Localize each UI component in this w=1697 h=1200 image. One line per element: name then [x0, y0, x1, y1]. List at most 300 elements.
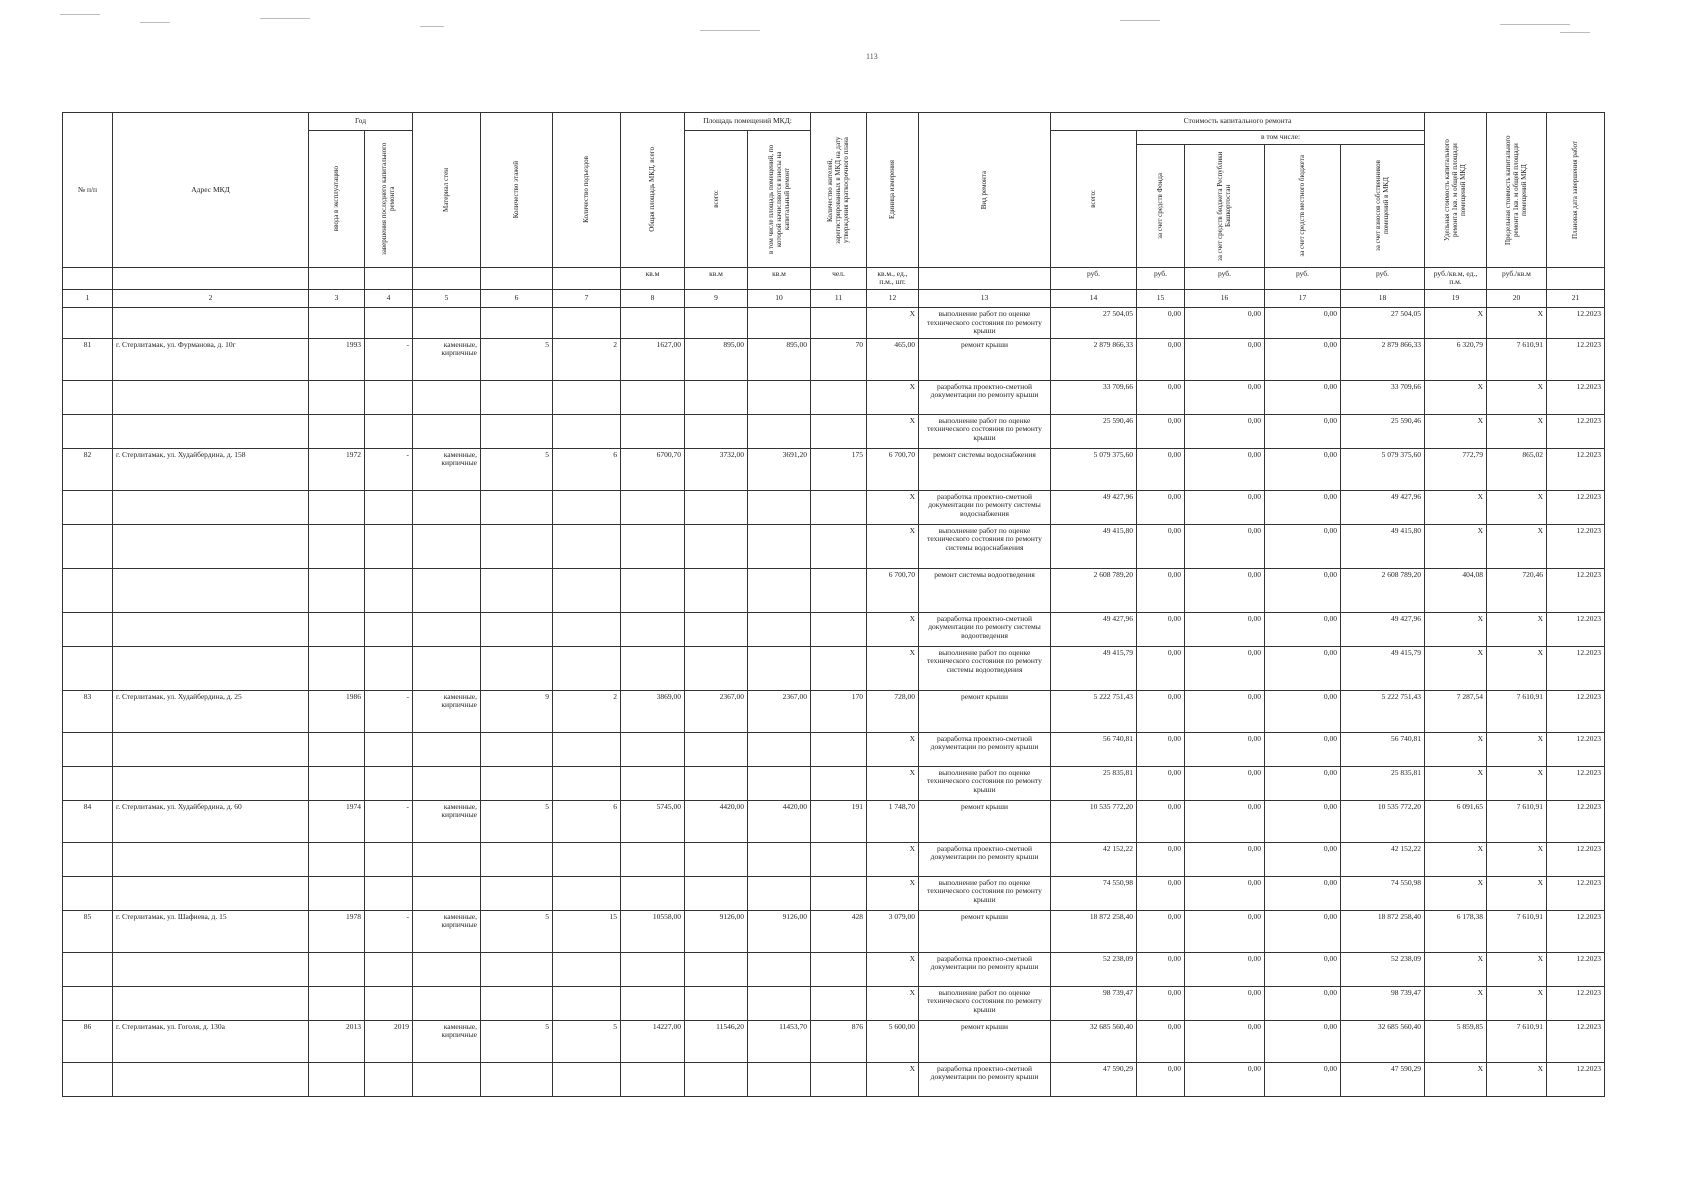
entrances-cell: 5 — [553, 1020, 621, 1062]
units-row — [63, 267, 1605, 289]
unit-cell: 465,00 — [867, 338, 919, 380]
fund-cell: 0,00 — [1137, 448, 1185, 490]
fund-cell: 0,00 — [1137, 1062, 1185, 1096]
work-type-cell: разработка проектно-сметной документации по ремонту крыши — [919, 842, 1051, 876]
premises-fund-cell — [748, 414, 811, 448]
entrances-cell — [553, 414, 621, 448]
unit-cost-cell: 6 320,79 — [1425, 338, 1487, 380]
header-year-last-repair: завершения последнего капитального ремонта — [365, 131, 413, 268]
local-cell: 0,00 — [1265, 524, 1341, 568]
material-cell: каменные, кирпичные — [413, 338, 481, 380]
owners-cell: 27 504,05 — [1341, 307, 1425, 338]
cost-total-cell: 98 739,47 — [1051, 986, 1137, 1020]
year-repair-cell: - — [365, 800, 413, 842]
premises-fund-cell — [748, 490, 811, 524]
local-cell: 0,00 — [1265, 766, 1341, 800]
fund-cell: 0,00 — [1137, 690, 1185, 732]
republic-cell: 0,00 — [1185, 842, 1265, 876]
owners-cell: 2 608 789,20 — [1341, 568, 1425, 612]
table-row — [63, 646, 1605, 690]
premises-area-cell — [685, 646, 748, 690]
unit-cell: X — [867, 612, 919, 646]
unit-cell: X — [867, 524, 919, 568]
owners-cell: 98 739,47 — [1341, 986, 1425, 1020]
residents-cell — [811, 952, 867, 986]
premises-fund-cell: 4420,00 — [748, 800, 811, 842]
address-cell — [113, 1062, 309, 1096]
table-row — [63, 800, 1605, 842]
limit-cost-cell: X — [1487, 766, 1547, 800]
year-commission-cell — [309, 766, 365, 800]
fund-cell: 0,00 — [1137, 800, 1185, 842]
unit-cell: кв.м — [621, 267, 685, 289]
entrances-cell — [553, 307, 621, 338]
residents-cell — [811, 490, 867, 524]
limit-cost-cell: 7 610,91 — [1487, 910, 1547, 952]
unit-cell: 1 748,70 — [867, 800, 919, 842]
republic-cell: 0,00 — [1185, 414, 1265, 448]
republic-cell: 0,00 — [1185, 1020, 1265, 1062]
premises-fund-cell — [748, 766, 811, 800]
fund-cell: 0,00 — [1137, 910, 1185, 952]
unit-cell: кв.м — [748, 267, 811, 289]
row-number — [63, 952, 113, 986]
unit-cost-cell: 5 859,85 — [1425, 1020, 1487, 1062]
table-row — [63, 1062, 1605, 1096]
limit-cost-cell: X — [1487, 842, 1547, 876]
unit-cell: X — [867, 646, 919, 690]
row-number — [63, 307, 113, 338]
total-area-cell — [621, 952, 685, 986]
local-cell: 0,00 — [1265, 338, 1341, 380]
premises-fund-cell: 2367,00 — [748, 690, 811, 732]
limit-cost-cell: 7 610,91 — [1487, 1020, 1547, 1062]
local-cell: 0,00 — [1265, 732, 1341, 766]
material-cell — [413, 876, 481, 910]
year-repair-cell — [365, 568, 413, 612]
unit-cost-cell: X — [1425, 490, 1487, 524]
unit-cell: чел. — [811, 267, 867, 289]
table-row — [63, 1020, 1605, 1062]
column-index-cell: 1 — [63, 289, 113, 307]
work-type-cell: выполнение работ по оценке технического состояния по ремонту крыши — [919, 766, 1051, 800]
header-plan-date: Плановая дата завершения работ — [1547, 113, 1605, 268]
address-cell — [113, 307, 309, 338]
column-index-cell: 12 — [867, 289, 919, 307]
premises-fund-cell — [748, 842, 811, 876]
unit-cell: руб. — [1341, 267, 1425, 289]
year-commission-cell — [309, 307, 365, 338]
unit-cell: руб. — [1265, 267, 1341, 289]
fund-cell: 0,00 — [1137, 568, 1185, 612]
limit-cost-cell: X — [1487, 490, 1547, 524]
cost-total-cell: 52 238,09 — [1051, 952, 1137, 986]
premises-area-cell — [685, 952, 748, 986]
total-area-cell: 10558,00 — [621, 910, 685, 952]
residents-cell — [811, 414, 867, 448]
local-cell: 0,00 — [1265, 380, 1341, 414]
fund-cell: 0,00 — [1137, 842, 1185, 876]
fund-cell: 0,00 — [1137, 414, 1185, 448]
total-area-cell — [621, 490, 685, 524]
total-area-cell — [621, 766, 685, 800]
limit-cost-cell: X — [1487, 732, 1547, 766]
header-total-area: Общая площадь МКД, всего — [621, 113, 685, 268]
premises-area-cell — [685, 876, 748, 910]
unit-cell: 728,00 — [867, 690, 919, 732]
year-commission-cell — [309, 568, 365, 612]
plan-date-cell: 12.2023 — [1547, 338, 1605, 380]
header-owners: за счет взносов собственников помещений в МКД — [1341, 144, 1425, 267]
work-type-cell: ремонт системы водоснабжения — [919, 448, 1051, 490]
premises-fund-cell — [748, 612, 811, 646]
limit-cost-cell: X — [1487, 524, 1547, 568]
unit-cell: кв.м., ед., п.м., шт. — [867, 267, 919, 289]
unit-cost-cell: X — [1425, 766, 1487, 800]
column-index-cell: 16 — [1185, 289, 1265, 307]
year-repair-cell: - — [365, 910, 413, 952]
year-repair-cell — [365, 766, 413, 800]
republic-cell: 0,00 — [1185, 732, 1265, 766]
work-type-cell: ремонт крыши — [919, 1020, 1051, 1062]
table-row — [63, 766, 1605, 800]
residents-cell: 191 — [811, 800, 867, 842]
limit-cost-cell: X — [1487, 1062, 1547, 1096]
unit-cost-cell: X — [1425, 612, 1487, 646]
floors-cell — [481, 646, 553, 690]
material-cell — [413, 732, 481, 766]
year-repair-cell: 2019 — [365, 1020, 413, 1062]
year-repair-cell — [365, 380, 413, 414]
owners-cell: 2 879 866,33 — [1341, 338, 1425, 380]
limit-cost-cell: X — [1487, 952, 1547, 986]
table-header — [63, 113, 1605, 308]
total-area-cell — [621, 568, 685, 612]
row-number — [63, 986, 113, 1020]
cost-total-cell: 5 222 751,43 — [1051, 690, 1137, 732]
floors-cell — [481, 568, 553, 612]
residents-cell — [811, 568, 867, 612]
unit-cost-cell: 404,08 — [1425, 568, 1487, 612]
header-republic: за счет средств бюджета Республики Башкортостан — [1185, 144, 1265, 267]
cost-total-cell: 25 590,46 — [1051, 414, 1137, 448]
column-index-cell: 21 — [1547, 289, 1605, 307]
year-repair-cell — [365, 307, 413, 338]
limit-cost-cell: 7 610,91 — [1487, 690, 1547, 732]
local-cell: 0,00 — [1265, 910, 1341, 952]
limit-cost-cell: X — [1487, 646, 1547, 690]
unit-cell: 6 700,70 — [867, 568, 919, 612]
year-commission-cell — [309, 490, 365, 524]
premises-fund-cell — [748, 876, 811, 910]
premises-area-cell — [685, 307, 748, 338]
header-address: Адрес МКД — [113, 113, 309, 268]
fund-cell: 0,00 — [1137, 612, 1185, 646]
local-cell: 0,00 — [1265, 876, 1341, 910]
cost-total-cell: 27 504,05 — [1051, 307, 1137, 338]
unit-cost-cell: X — [1425, 986, 1487, 1020]
limit-cost-cell: X — [1487, 612, 1547, 646]
year-commission-cell — [309, 414, 365, 448]
residents-cell: 876 — [811, 1020, 867, 1062]
header-cost-total: всего: — [1051, 131, 1137, 268]
premises-fund-cell — [748, 952, 811, 986]
header-floors: Количество этажей — [481, 113, 553, 268]
local-cell: 0,00 — [1265, 1020, 1341, 1062]
floors-cell — [481, 732, 553, 766]
column-index-cell: 5 — [413, 289, 481, 307]
total-area-cell — [621, 1062, 685, 1096]
row-number — [63, 876, 113, 910]
premises-area-cell — [685, 766, 748, 800]
owners-cell: 10 535 772,20 — [1341, 800, 1425, 842]
republic-cell: 0,00 — [1185, 952, 1265, 986]
table-body — [63, 307, 1605, 1096]
capital-repair-table — [62, 112, 1605, 1097]
table-row — [63, 490, 1605, 524]
republic-cell: 0,00 — [1185, 612, 1265, 646]
column-index-cell: 14 — [1051, 289, 1137, 307]
unit-cell: X — [867, 986, 919, 1020]
unit-cell: X — [867, 952, 919, 986]
address-cell: г. Стерлитамак, ул. Фурманова, д. 10г — [113, 338, 309, 380]
column-index-cell: 3 — [309, 289, 365, 307]
table-row — [63, 524, 1605, 568]
entrances-cell: 2 — [553, 690, 621, 732]
cost-total-cell: 33 709,66 — [1051, 380, 1137, 414]
republic-cell: 0,00 — [1185, 380, 1265, 414]
republic-cell: 0,00 — [1185, 448, 1265, 490]
residents-cell: 428 — [811, 910, 867, 952]
work-type-cell: ремонт крыши — [919, 338, 1051, 380]
floors-cell — [481, 876, 553, 910]
year-commission-cell — [309, 1062, 365, 1096]
fund-cell: 0,00 — [1137, 952, 1185, 986]
cost-total-cell: 10 535 772,20 — [1051, 800, 1137, 842]
work-type-cell: выполнение работ по оценке технического состояния по ремонту системы водоснабжения — [919, 524, 1051, 568]
unit-cost-cell: 6 091,65 — [1425, 800, 1487, 842]
header-premises-total: всего: — [685, 131, 748, 268]
material-cell: каменные, кирпичные — [413, 448, 481, 490]
limit-cost-cell: 7 610,91 — [1487, 338, 1547, 380]
year-commission-cell: 1972 — [309, 448, 365, 490]
premises-area-cell — [685, 842, 748, 876]
premises-fund-cell — [748, 732, 811, 766]
work-type-cell: выполнение работ по оценке технического состояния по ремонту крыши — [919, 876, 1051, 910]
cost-total-cell: 49 427,96 — [1051, 612, 1137, 646]
entrances-cell — [553, 646, 621, 690]
table-row — [63, 380, 1605, 414]
local-cell: 0,00 — [1265, 307, 1341, 338]
owners-cell: 32 685 560,40 — [1341, 1020, 1425, 1062]
year-commission-cell — [309, 380, 365, 414]
row-number: 86 — [63, 1020, 113, 1062]
unit-cell: X — [867, 307, 919, 338]
limit-cost-cell: X — [1487, 380, 1547, 414]
unit-cost-cell: 6 178,38 — [1425, 910, 1487, 952]
row-number: 83 — [63, 690, 113, 732]
row-number: 85 — [63, 910, 113, 952]
local-cell: 0,00 — [1265, 448, 1341, 490]
fund-cell: 0,00 — [1137, 1020, 1185, 1062]
row-number: 81 — [63, 338, 113, 380]
material-cell — [413, 524, 481, 568]
local-cell: 0,00 — [1265, 952, 1341, 986]
unit-cell: X — [867, 380, 919, 414]
year-commission-cell — [309, 646, 365, 690]
entrances-cell — [553, 876, 621, 910]
floors-cell — [481, 986, 553, 1020]
unit-cell: руб. — [1051, 267, 1137, 289]
header-year: Год — [309, 113, 413, 131]
material-cell — [413, 952, 481, 986]
address-cell — [113, 490, 309, 524]
plan-date-cell: 12.2023 — [1547, 842, 1605, 876]
residents-cell — [811, 732, 867, 766]
year-commission-cell: 1993 — [309, 338, 365, 380]
table-row — [63, 338, 1605, 380]
header-unit-cost: Удельная стоимость капитального ремонта 1кв. м общей площади помещений МКД — [1425, 113, 1487, 268]
plan-date-cell: 12.2023 — [1547, 490, 1605, 524]
year-repair-cell — [365, 1062, 413, 1096]
floors-cell: 5 — [481, 338, 553, 380]
local-cell: 0,00 — [1265, 690, 1341, 732]
entrances-cell — [553, 986, 621, 1020]
owners-cell: 5 079 375,60 — [1341, 448, 1425, 490]
limit-cost-cell: 7 610,91 — [1487, 800, 1547, 842]
unit-cell: X — [867, 766, 919, 800]
total-area-cell — [621, 414, 685, 448]
unit-cost-cell: 772,79 — [1425, 448, 1487, 490]
residents-cell: 175 — [811, 448, 867, 490]
work-type-cell: выполнение работ по оценке технического состояния по ремонту крыши — [919, 414, 1051, 448]
premises-fund-cell: 11453,70 — [748, 1020, 811, 1062]
owners-cell: 18 872 258,40 — [1341, 910, 1425, 952]
work-type-cell: ремонт крыши — [919, 910, 1051, 952]
local-cell: 0,00 — [1265, 800, 1341, 842]
fund-cell: 0,00 — [1137, 646, 1185, 690]
limit-cost-cell: 865,02 — [1487, 448, 1547, 490]
cost-total-cell: 5 079 375,60 — [1051, 448, 1137, 490]
plan-date-cell: 12.2023 — [1547, 1062, 1605, 1096]
address-cell — [113, 612, 309, 646]
cost-total-cell: 42 152,22 — [1051, 842, 1137, 876]
table-row — [63, 414, 1605, 448]
total-area-cell — [621, 612, 685, 646]
row-number — [63, 524, 113, 568]
plan-date-cell: 12.2023 — [1547, 986, 1605, 1020]
unit-cost-cell: X — [1425, 952, 1487, 986]
premises-fund-cell: 895,00 — [748, 338, 811, 380]
table-row — [63, 952, 1605, 986]
cost-total-cell: 49 427,96 — [1051, 490, 1137, 524]
fund-cell: 0,00 — [1137, 986, 1185, 1020]
address-cell — [113, 876, 309, 910]
total-area-cell: 3869,00 — [621, 690, 685, 732]
limit-cost-cell: X — [1487, 307, 1547, 338]
entrances-cell: 6 — [553, 800, 621, 842]
residents-cell — [811, 1062, 867, 1096]
cost-total-cell: 47 590,29 — [1051, 1062, 1137, 1096]
cost-total-cell: 56 740,81 — [1051, 732, 1137, 766]
unit-cell: X — [867, 732, 919, 766]
unit-cell: X — [867, 414, 919, 448]
year-repair-cell — [365, 732, 413, 766]
table-row — [63, 876, 1605, 910]
residents-cell — [811, 307, 867, 338]
unit-cost-cell: X — [1425, 842, 1487, 876]
fund-cell: 0,00 — [1137, 380, 1185, 414]
material-cell — [413, 766, 481, 800]
header-no: № п/п — [63, 113, 113, 268]
column-index-cell: 11 — [811, 289, 867, 307]
table-row — [63, 307, 1605, 338]
entrances-cell — [553, 524, 621, 568]
unit-cost-cell: X — [1425, 307, 1487, 338]
plan-date-cell: 12.2023 — [1547, 952, 1605, 986]
entrances-cell — [553, 766, 621, 800]
entrances-cell — [553, 380, 621, 414]
limit-cost-cell: 720,46 — [1487, 568, 1547, 612]
owners-cell: 5 222 751,43 — [1341, 690, 1425, 732]
unit-cost-cell: X — [1425, 1062, 1487, 1096]
address-cell — [113, 646, 309, 690]
premises-area-cell: 11546,20 — [685, 1020, 748, 1062]
year-commission-cell: 2013 — [309, 1020, 365, 1062]
header-work-type: Вид ремонта — [919, 113, 1051, 268]
republic-cell: 0,00 — [1185, 986, 1265, 1020]
unit-cost-cell: X — [1425, 876, 1487, 910]
owners-cell: 74 550,98 — [1341, 876, 1425, 910]
work-type-cell: ремонт крыши — [919, 690, 1051, 732]
total-area-cell: 14227,00 — [621, 1020, 685, 1062]
residents-cell — [811, 766, 867, 800]
republic-cell: 0,00 — [1185, 766, 1265, 800]
table-row — [63, 732, 1605, 766]
premises-fund-cell — [748, 646, 811, 690]
plan-date-cell: 12.2023 — [1547, 910, 1605, 952]
unit-cost-cell: X — [1425, 732, 1487, 766]
row-number — [63, 766, 113, 800]
plan-date-cell: 12.2023 — [1547, 448, 1605, 490]
owners-cell: 49 427,96 — [1341, 612, 1425, 646]
unit-cell: руб. — [1185, 267, 1265, 289]
residents-cell — [811, 612, 867, 646]
republic-cell: 0,00 — [1185, 1062, 1265, 1096]
republic-cell: 0,00 — [1185, 338, 1265, 380]
column-index-cell: 17 — [1265, 289, 1341, 307]
plan-date-cell: 12.2023 — [1547, 732, 1605, 766]
total-area-cell — [621, 380, 685, 414]
year-repair-cell: - — [365, 338, 413, 380]
year-repair-cell — [365, 414, 413, 448]
entrances-cell: 6 — [553, 448, 621, 490]
material-cell — [413, 842, 481, 876]
work-type-cell: разработка проектно-сметной документации по ремонту крыши — [919, 380, 1051, 414]
year-commission-cell — [309, 524, 365, 568]
material-cell — [413, 380, 481, 414]
local-cell: 0,00 — [1265, 414, 1341, 448]
owners-cell: 49 427,96 — [1341, 490, 1425, 524]
year-repair-cell — [365, 490, 413, 524]
residents-cell: 70 — [811, 338, 867, 380]
premises-area-cell — [685, 612, 748, 646]
premises-fund-cell: 3691,20 — [748, 448, 811, 490]
cost-total-cell: 2 879 866,33 — [1051, 338, 1137, 380]
unit-cost-cell: X — [1425, 524, 1487, 568]
year-repair-cell — [365, 842, 413, 876]
unit-cost-cell: 7 287,54 — [1425, 690, 1487, 732]
